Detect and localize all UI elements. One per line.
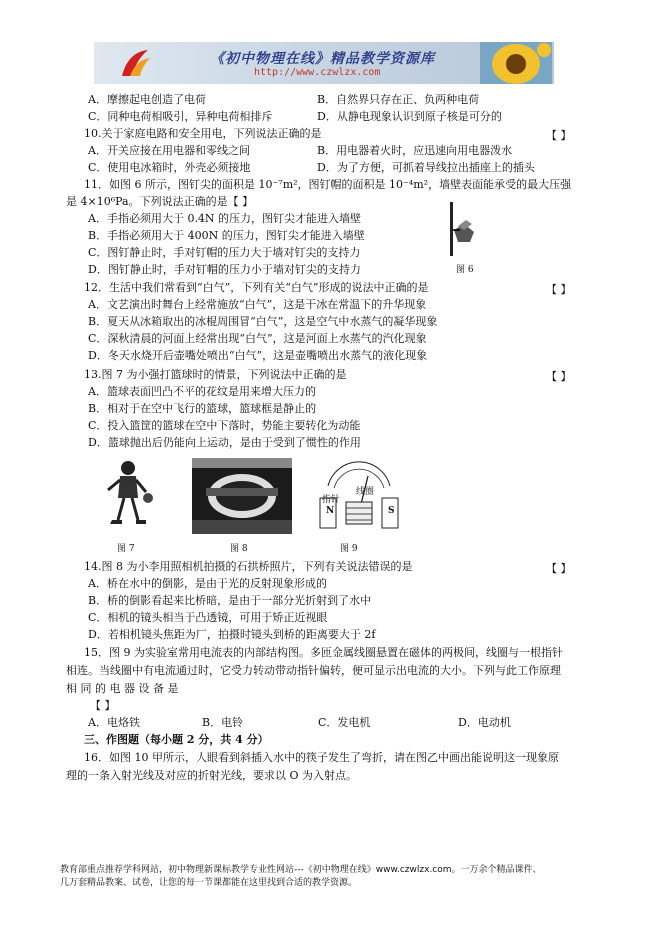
site-logo-icon — [118, 46, 152, 80]
banner-title: 《初中物理在线》精品教学资源库 — [210, 51, 435, 67]
q15-option-d: D．电动机 — [458, 716, 511, 729]
q9-option-d: D．从静电现象认识到原子核是可分的 — [317, 110, 502, 123]
q10-option-d: D．为了方便，可抓着导线拉出插座上的插头 — [317, 161, 535, 174]
figure-8-stone-bridge-photo — [192, 458, 292, 534]
q14-option-b: B．桥的倒影看起来比桥暗，是由于一部分光折射到了水中 — [88, 594, 372, 607]
q13-option-d: D．篮球抛出后仍能向上运动，是由于受到了惯性的作用 — [88, 436, 361, 449]
q15-option-c: C．发电机 — [318, 716, 371, 729]
q15-option-a: A．电烙铁 — [88, 716, 140, 729]
q15-stem-line2: 相连。当线圈中有电流通过时，它受力转动带动指针偏转，便可显示出电流的大小。下列与此工作原理 — [66, 664, 561, 677]
q14-stem: 14.图 8 为小李用照相机拍摄的石拱桥照片，下列有关说法错误的是 — [84, 560, 413, 573]
q13-stem: 13.图 7 为小强打篮球时的情景，下列说法中正确的是 — [84, 368, 347, 381]
figure-9-south-pole-label: S — [388, 506, 395, 516]
banner-url[interactable]: http://www.czwlzx.com — [254, 67, 381, 78]
q13-option-c: C．投入篮筐的篮球在空中下落时，势能主要转化为动能 — [88, 419, 361, 432]
figure-9-coil-label: 线圈 — [356, 487, 375, 497]
q10-option-a: A．开关应接在用电器和零线之间 — [88, 144, 250, 157]
section-3-heading: 三、作图题（每小题 2 分，共 4 分） — [84, 733, 269, 746]
sunflower-icon — [480, 42, 552, 84]
q11-option-b: B．手指必须用大于 400N 的压力，图钉尖才能进入墙壁 — [88, 229, 365, 242]
q10-option-b: B．用电器着火时，应迅速向用电器泼水 — [317, 144, 513, 157]
figure-6-pushpin-illustration — [444, 202, 480, 260]
q15-answer-bracket[interactable]: 【 】 — [90, 699, 116, 712]
q11-stem-line1: 11．如图 6 所示，图钉尖的面积是 10⁻⁷m²，图钉帽的面积是 10⁻⁴m²，墙壁表面能承受的最大压强 — [84, 178, 572, 191]
q15-stem-line1: 15．图 9 为实验室常用电流表的内部结构图。多匝金属线圈悬置在磁体的两极间，线圈与一根指针 — [84, 646, 563, 659]
q15-stem-line3: 相 同 的 电 器 设 备 是 — [66, 682, 179, 695]
q13-answer-bracket[interactable]: 【 】 — [546, 370, 572, 383]
header-banner — [94, 42, 554, 84]
q12-option-c: C．深秋清晨的河面上经常出现“白气”，这是河面上水蒸气的汽化现象 — [88, 332, 427, 345]
q12-option-d: D．冬天水烧开后壶嘴处喷出“白气”，这是壶嘴喷出水蒸气的液化现象 — [88, 349, 428, 362]
q11-stem-line2: 是 4×10⁶Pa。下列说法正确的是【 】 — [66, 195, 254, 208]
q9-option-c: C．同种电荷相吸引，异种电荷相排斥 — [88, 110, 273, 123]
q13-option-a: A．篮球表面凹凸不平的花纹是用来增大压力的 — [88, 385, 316, 398]
figure-9-north-pole-label: N — [326, 506, 335, 516]
q10-answer-bracket[interactable]: 【 】 — [546, 129, 572, 142]
q9-option-a: A．摩擦起电创造了电荷 — [88, 93, 206, 106]
q14-option-c: C．相机的镜头相当于凸透镜，可用于矫正近视眼 — [88, 611, 328, 624]
q10-stem: 10.关于家庭电路和安全用电，下列说法正确的是 — [84, 127, 322, 140]
q12-answer-bracket[interactable]: 【 】 — [546, 283, 572, 296]
figure-9-pointer-label: 指针 — [322, 495, 341, 505]
q11-option-a: A．手指必须用大于 0.4N 的压力，图钉尖才能进入墙壁 — [88, 212, 362, 225]
figure-8-caption: 图 8 — [230, 544, 248, 554]
q16-stem-line2: 理的一条入射光线及对应的折射光线，要求以 O 为入射点。 — [66, 769, 358, 782]
figure-7-caption: 图 7 — [117, 544, 135, 554]
q14-option-a: A．桥在水中的倒影，是由于光的反射现象形成的 — [88, 577, 327, 590]
page-footer — [60, 864, 620, 890]
q15-option-b: B．电铃 — [202, 716, 244, 729]
figure-9-caption: 图 9 — [340, 544, 358, 554]
figure-6-caption: 图 6 — [456, 265, 474, 275]
q10-option-c: C．使用电冰箱时，外壳必须接地 — [88, 161, 251, 174]
q14-option-d: D．若相机镜头焦距为厂，拍摄时镜头到桥的距离要大于 2f — [88, 628, 376, 641]
q11-option-c: C．图钉静止时，手对钉帽的压力大于墙对钉尖的支持力 — [88, 246, 361, 259]
q16-stem-line1: 16．如图 10 甲所示，人眼看到斜插入水中的筷子发生了弯折，请在图乙中画出能说明这一现象原 — [84, 751, 559, 764]
q14-answer-bracket[interactable]: 【 】 — [546, 562, 572, 575]
q11-option-d: D．图钉静止时，手对钉帽的压力小于墙对钉尖的支持力 — [88, 263, 361, 276]
figure-7-basketball-player — [96, 458, 156, 534]
footer-line-1: 教育部重点推荐学科网站，初中物理新课标教学专业性网站---《初中物理在线》www.czwlzx.com。一万余个精品课件、 — [60, 865, 542, 875]
q13-option-b: B．相对于在空中飞行的篮球，篮球框是静止的 — [88, 402, 317, 415]
footer-line-2: 几万套精品教案、试卷，让您的每一节课都能在这里找到合适的教学资源。 — [60, 878, 358, 888]
q12-option-b: B．夏天从冰箱取出的冰棍周围冒“白气”，这是空气中水蒸气的凝华现象 — [88, 315, 438, 328]
q12-stem: 12．生活中我们常看到“白气”，下列有关“白气”形成的说法中正确的是 — [84, 281, 429, 294]
q9-option-b: B．自然界只存在正、负两种电荷 — [317, 93, 480, 106]
q12-option-a: A．文艺演出时舞台上经常施放“白气”，这是干冰在常温下的升华现象 — [88, 298, 427, 311]
